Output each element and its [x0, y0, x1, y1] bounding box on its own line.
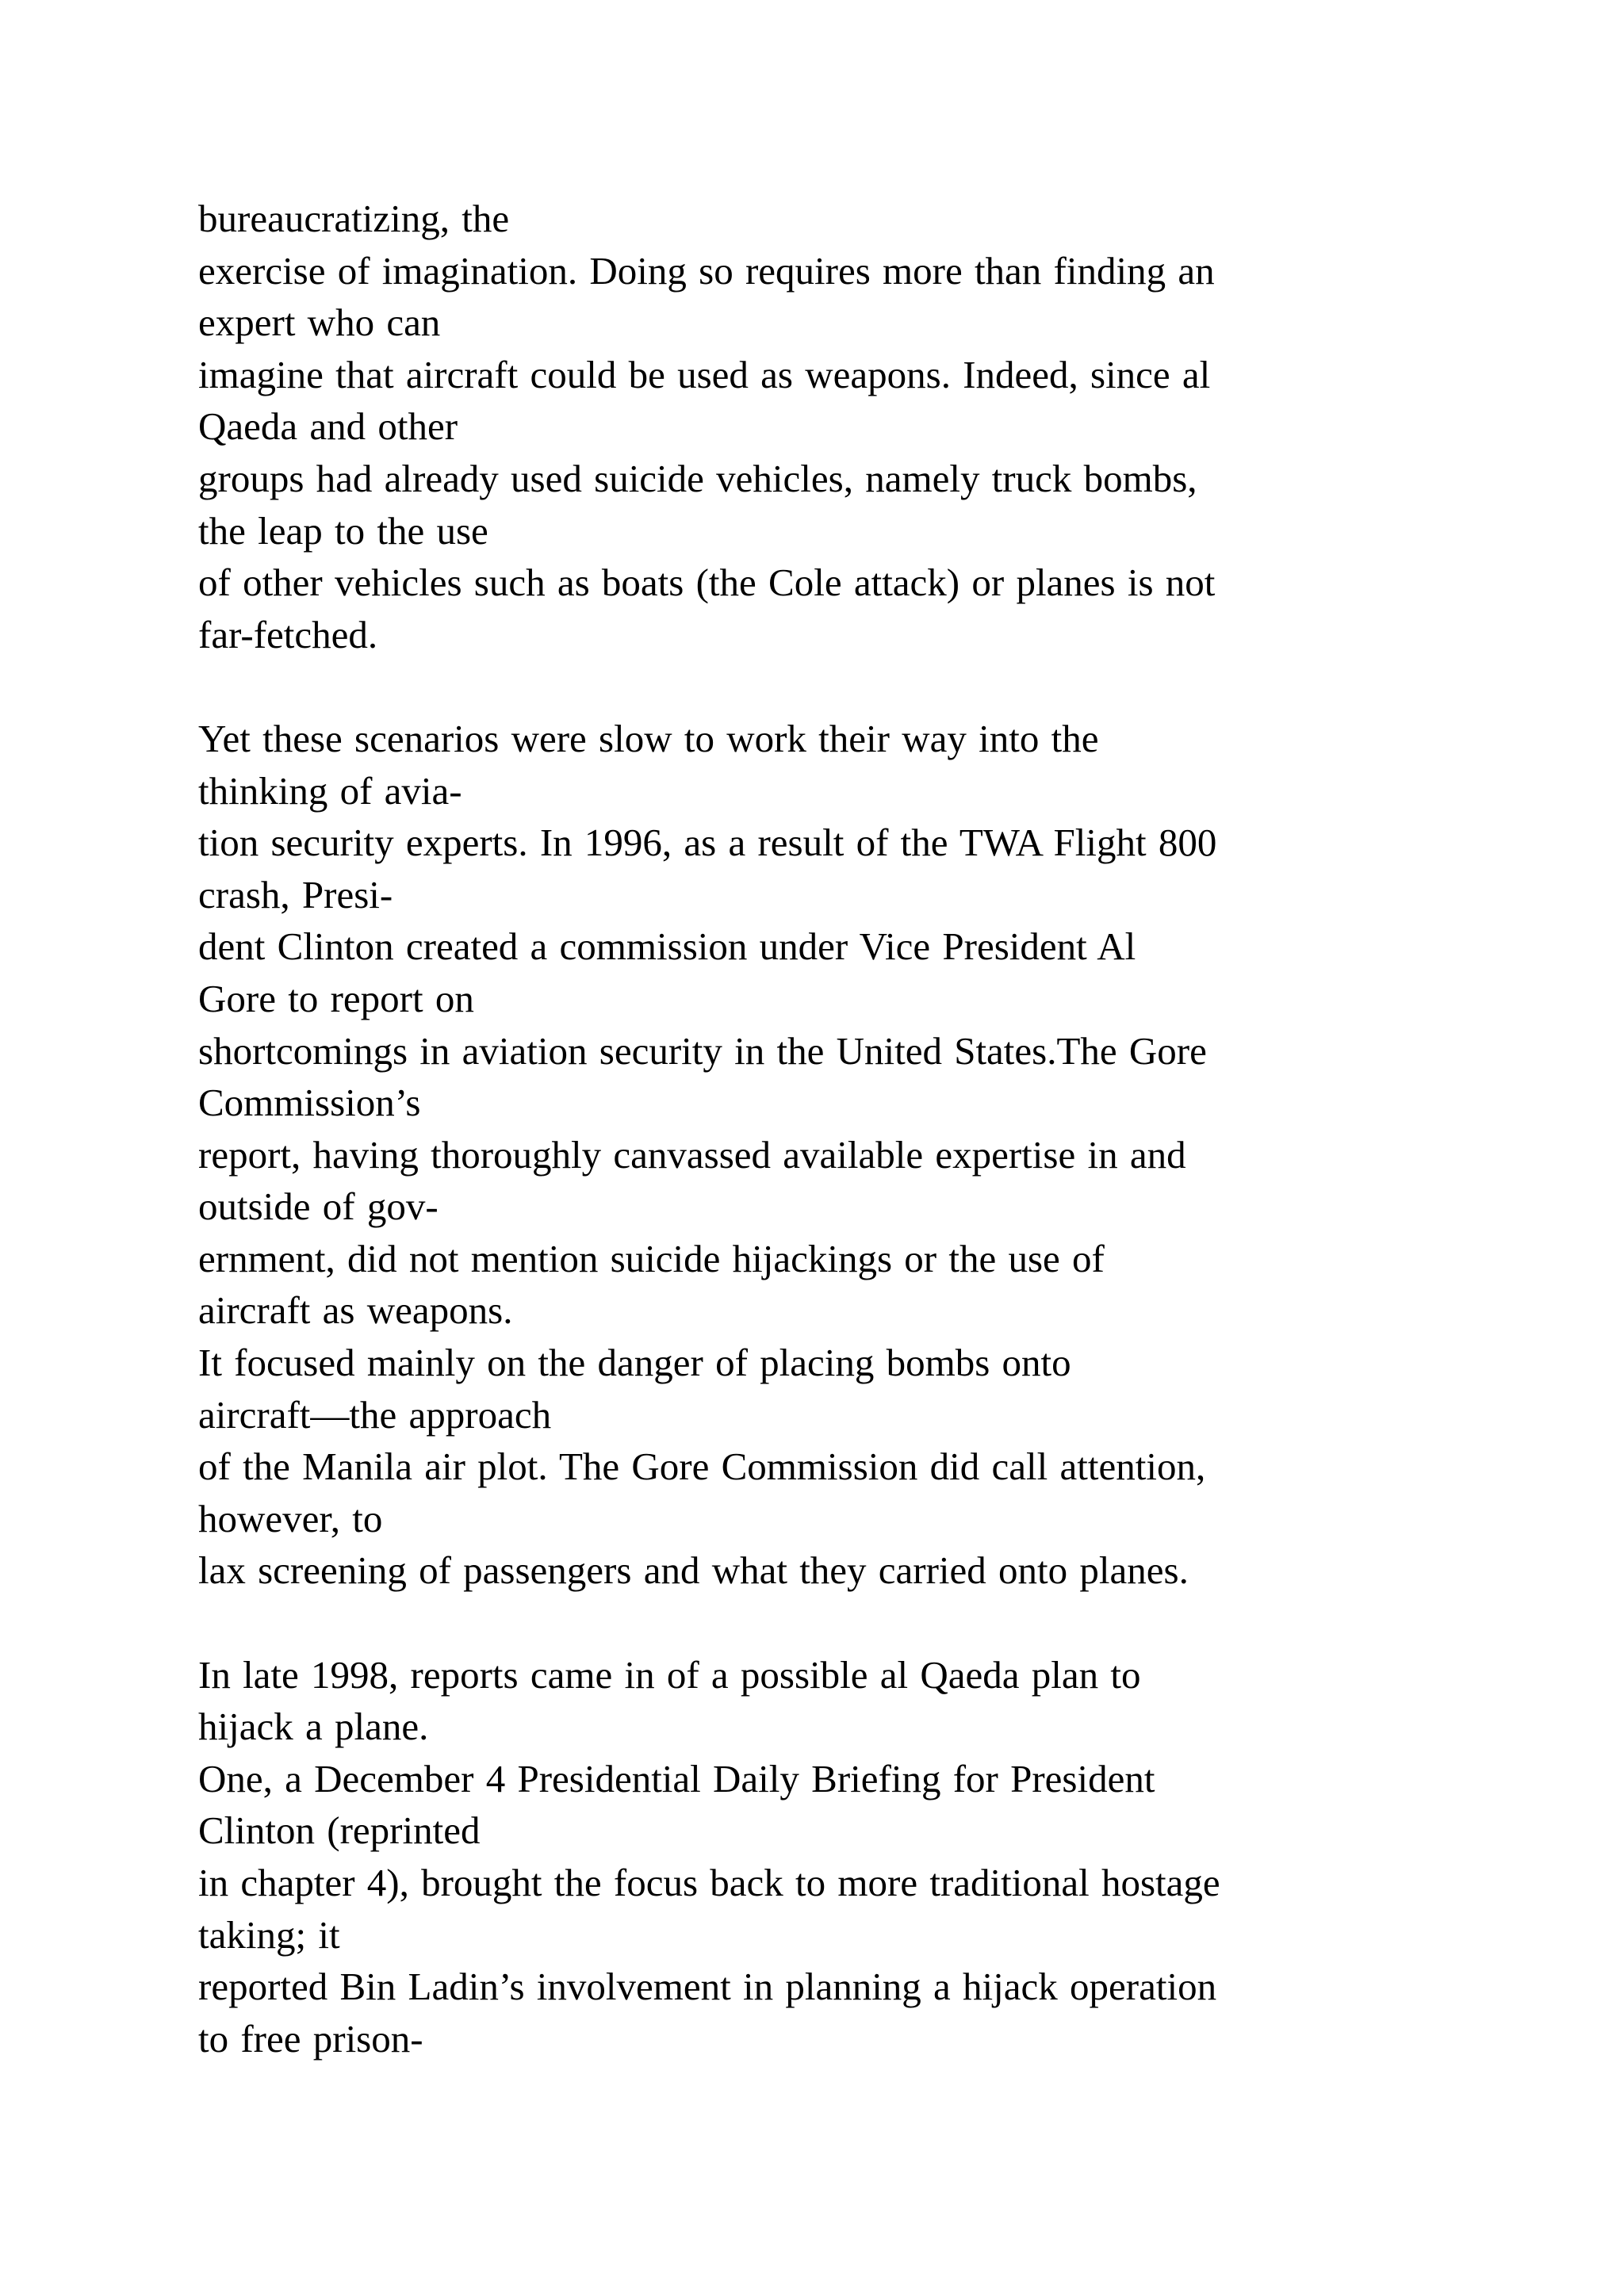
text-line: of other vehicles such as boats (the Cole attack) or planes is not [198, 561, 1216, 605]
text-line: thinking of avia- [198, 768, 462, 813]
text-line: lax screening of passengers and what they carried onto planes. [198, 1548, 1189, 1593]
text-line: Qaeda and other [198, 404, 458, 449]
text-line: in chapter 4), brought the focus back to more traditional hostage [198, 1861, 1220, 1904]
text-line: aircraft—the approach [198, 1392, 552, 1437]
text-line: imagine that aircraft could be used as weapons. Indeed, since al [198, 352, 1211, 396]
text-line: bureaucratizing, the [198, 197, 510, 240]
text-line: tion security experts. In 1996, as a result of the TWA Flight 800 [198, 821, 1217, 865]
text-line: exercise of imagination. Doing so requires more than finding an [198, 248, 1215, 293]
paragraph-3 [198, 1649, 1507, 2065]
text-line: report, having thoroughly canvassed available expertise in and [198, 1132, 1186, 1177]
paragraph-gap [198, 1597, 1507, 1649]
text-line: shortcomings in aviation security in the United States.The Gore [198, 1028, 1207, 1073]
text-line: In late 1998, reports came in of a possible al Qaeda plan to [198, 1652, 1141, 1697]
text-line: One, a December 4 Presidential Daily Briefing for President [198, 1756, 1155, 1800]
paragraph-1 [198, 193, 1507, 660]
text-line: Gore to report on [198, 976, 474, 1020]
text-line: taking; it [198, 1912, 340, 1957]
text-line: far-fetched. [198, 612, 378, 656]
text-line: Yet these scenarios were slow to work their way into the [198, 716, 1099, 760]
text-line: however, to [198, 1496, 383, 1540]
text-line: outside of gov- [198, 1184, 439, 1229]
text-line: hijack a plane. [198, 1705, 429, 1749]
body-text [198, 193, 1507, 2064]
text-line: the leap to the use [198, 508, 488, 553]
text-line: reported Bin Ladin’s involvement in planning a hijack operation [198, 1965, 1217, 2009]
text-line: aircraft as weapons. [198, 1288, 513, 1333]
text-line: ernment, did not mention suicide hijackings or the use of [198, 1236, 1105, 1280]
text-line: groups had already used suicide vehicles, namely truck bombs, [198, 456, 1197, 500]
text-line: It focused mainly on the danger of placing bombs onto [198, 1341, 1071, 1385]
text-line: of the Manila air plot. The Gore Commission did call attention, [198, 1445, 1206, 1489]
text-line: crash, Presi- [198, 872, 393, 916]
text-line: to free prison- [198, 2016, 423, 2061]
paragraph-2 [198, 713, 1507, 1597]
text-line: Commission’s [198, 1081, 421, 1125]
text-line: Clinton (reprinted [198, 1808, 481, 1853]
paragraph-gap [198, 660, 1507, 713]
text-line: dent Clinton created a commission under Vice President Al [198, 924, 1136, 969]
text-line: expert who can [198, 300, 441, 345]
